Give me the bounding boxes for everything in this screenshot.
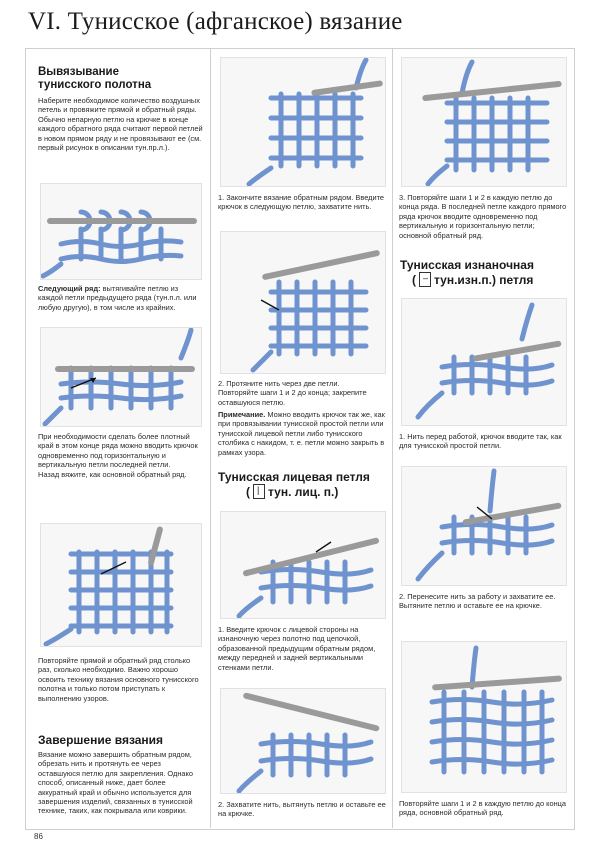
heading-knit-abbrev: ( | тун. лиц. п.) [246,485,339,499]
knit-illustration [221,58,385,186]
photo-finish-step1 [220,57,386,187]
knit-illustration [402,467,566,585]
text-purl-step2: 2. Перенесите нить за работу и захватите ее. Вытяните петлю и оставьте ее на крючке. [399,592,556,611]
column-divider-left [210,48,211,828]
photo-first-row [40,183,202,280]
photo-purl-repeat [401,641,567,793]
heading-finish: Завершение вязания [38,733,164,747]
knit-illustration [41,184,201,279]
knit-symbol-icon: | [253,484,265,499]
heading-casting-on: Вывязывание тунисского полотна [38,66,152,91]
photo-knit-step2 [220,688,386,794]
page-number: 86 [34,832,43,841]
heading-knit: Тунисская лицевая петля [218,470,370,484]
photo-finish-step2 [220,231,386,374]
photo-next-row [40,327,202,427]
knit-illustration [41,328,201,426]
text-repeat: Повторяйте прямой и обратный ряд столько раз, сколько необходимо. Важно хорошо освоить технику вязания основного тунисского полотна и только потом приступать к выполнению узоров. [38,656,199,703]
text-finish-step3: 3. Повторяйте шаги 1 и 2 в каждую петлю до конца ряда. В последней петле каждого прямого ряда крючок вводите одновременно под вертикальную и горизонтальную петли; основной обратный ряд. [399,193,567,240]
photo-knit-step1 [220,511,386,619]
knit-illustration [402,58,566,186]
text-edge: При необходимости сделать более плотный край в этом конце ряда можно вводить крючок одновременно под горизонтальную и вертикальную петли последней петли. Назад вяжите, как основной обратный ряд. [38,432,198,479]
heading-purl-abbrev: ( – тун.изн.п.) петля [412,273,534,287]
purl-symbol-icon: – [419,272,431,287]
text-note: Примечание. Можно вводить крючок так же, как при провязывании тунисской простой петли или тунисской лицевой петли либо тунисского столбика с накидом, т. е. петли можно закрыть в рамках узора. [218,410,385,457]
text-finish-step1: 1. Закончите вязание обратным рядом. Введите крючок в следующую петлю, захватите нить. [218,193,384,212]
photo-repeat [40,523,202,647]
knit-illustration [402,299,566,425]
knit-illustration [402,642,566,792]
text-casting-on: Наберите необходимое количество воздушных петель и провяжите прямой и обратный ряды. Обычно непарную петлю на крючке в конце каждого обратного ряда считают первой петлей в новом прямом ряду и не провязывают ее (см. первый рисунок в описании тун.пр.л.). [38,96,203,153]
photo-purl-step2 [401,466,567,586]
photo-finish-step3 [401,57,567,187]
text-knit-step1: 1. Введите крючок с лицевой стороны на изнаночную через полотно под цепочкой, образованной предыдущим обратным рядом, между передней и задней вертикальными стенками петли. [218,625,376,672]
text-purl-repeat: Повторяйте шаги 1 и 2 в каждую петлю до конца ряда, основной обратный ряд. [399,799,567,818]
knit-illustration [41,524,201,646]
text-purl-step1: 1. Нить перед работой, крючок вводите так, как для тунисской простой петли. [399,432,562,451]
heading-purl: Тунисская изнаночная [400,258,534,272]
text-finish-step2: 2. Протяните нить через две петли. Повторяйте шаги 1 и 2 до конца; закрепите оставшуюся петлю. [218,379,367,407]
page-title: VI. Тунисское (афганское) вязание [28,8,403,35]
text-knit-step2: 2. Захватите нить, вытянуть петлю и оставьте ее на крючке. [218,800,386,819]
knit-illustration [221,232,385,373]
knit-illustration [221,512,385,618]
photo-purl-step1 [401,298,567,426]
text-next-row: Следующий ряд: вытягивайте петлю из каждой петли предыдущего ряда (тун.п.л. или любую другую), в том числе из крайних. [38,284,197,312]
column-divider-right [392,48,393,828]
text-finish: Вязание можно завершить обратным рядом, обрезать нить и протянуть ее через оставшуюся петлю для закрепления. Однако способ, описанный ниже, дает более аккуратный край и обычно используется для завершения изделий, связанных в тунисской технике, таких, как покрывала или коврики. [38,750,193,816]
knit-illustration [221,689,385,793]
